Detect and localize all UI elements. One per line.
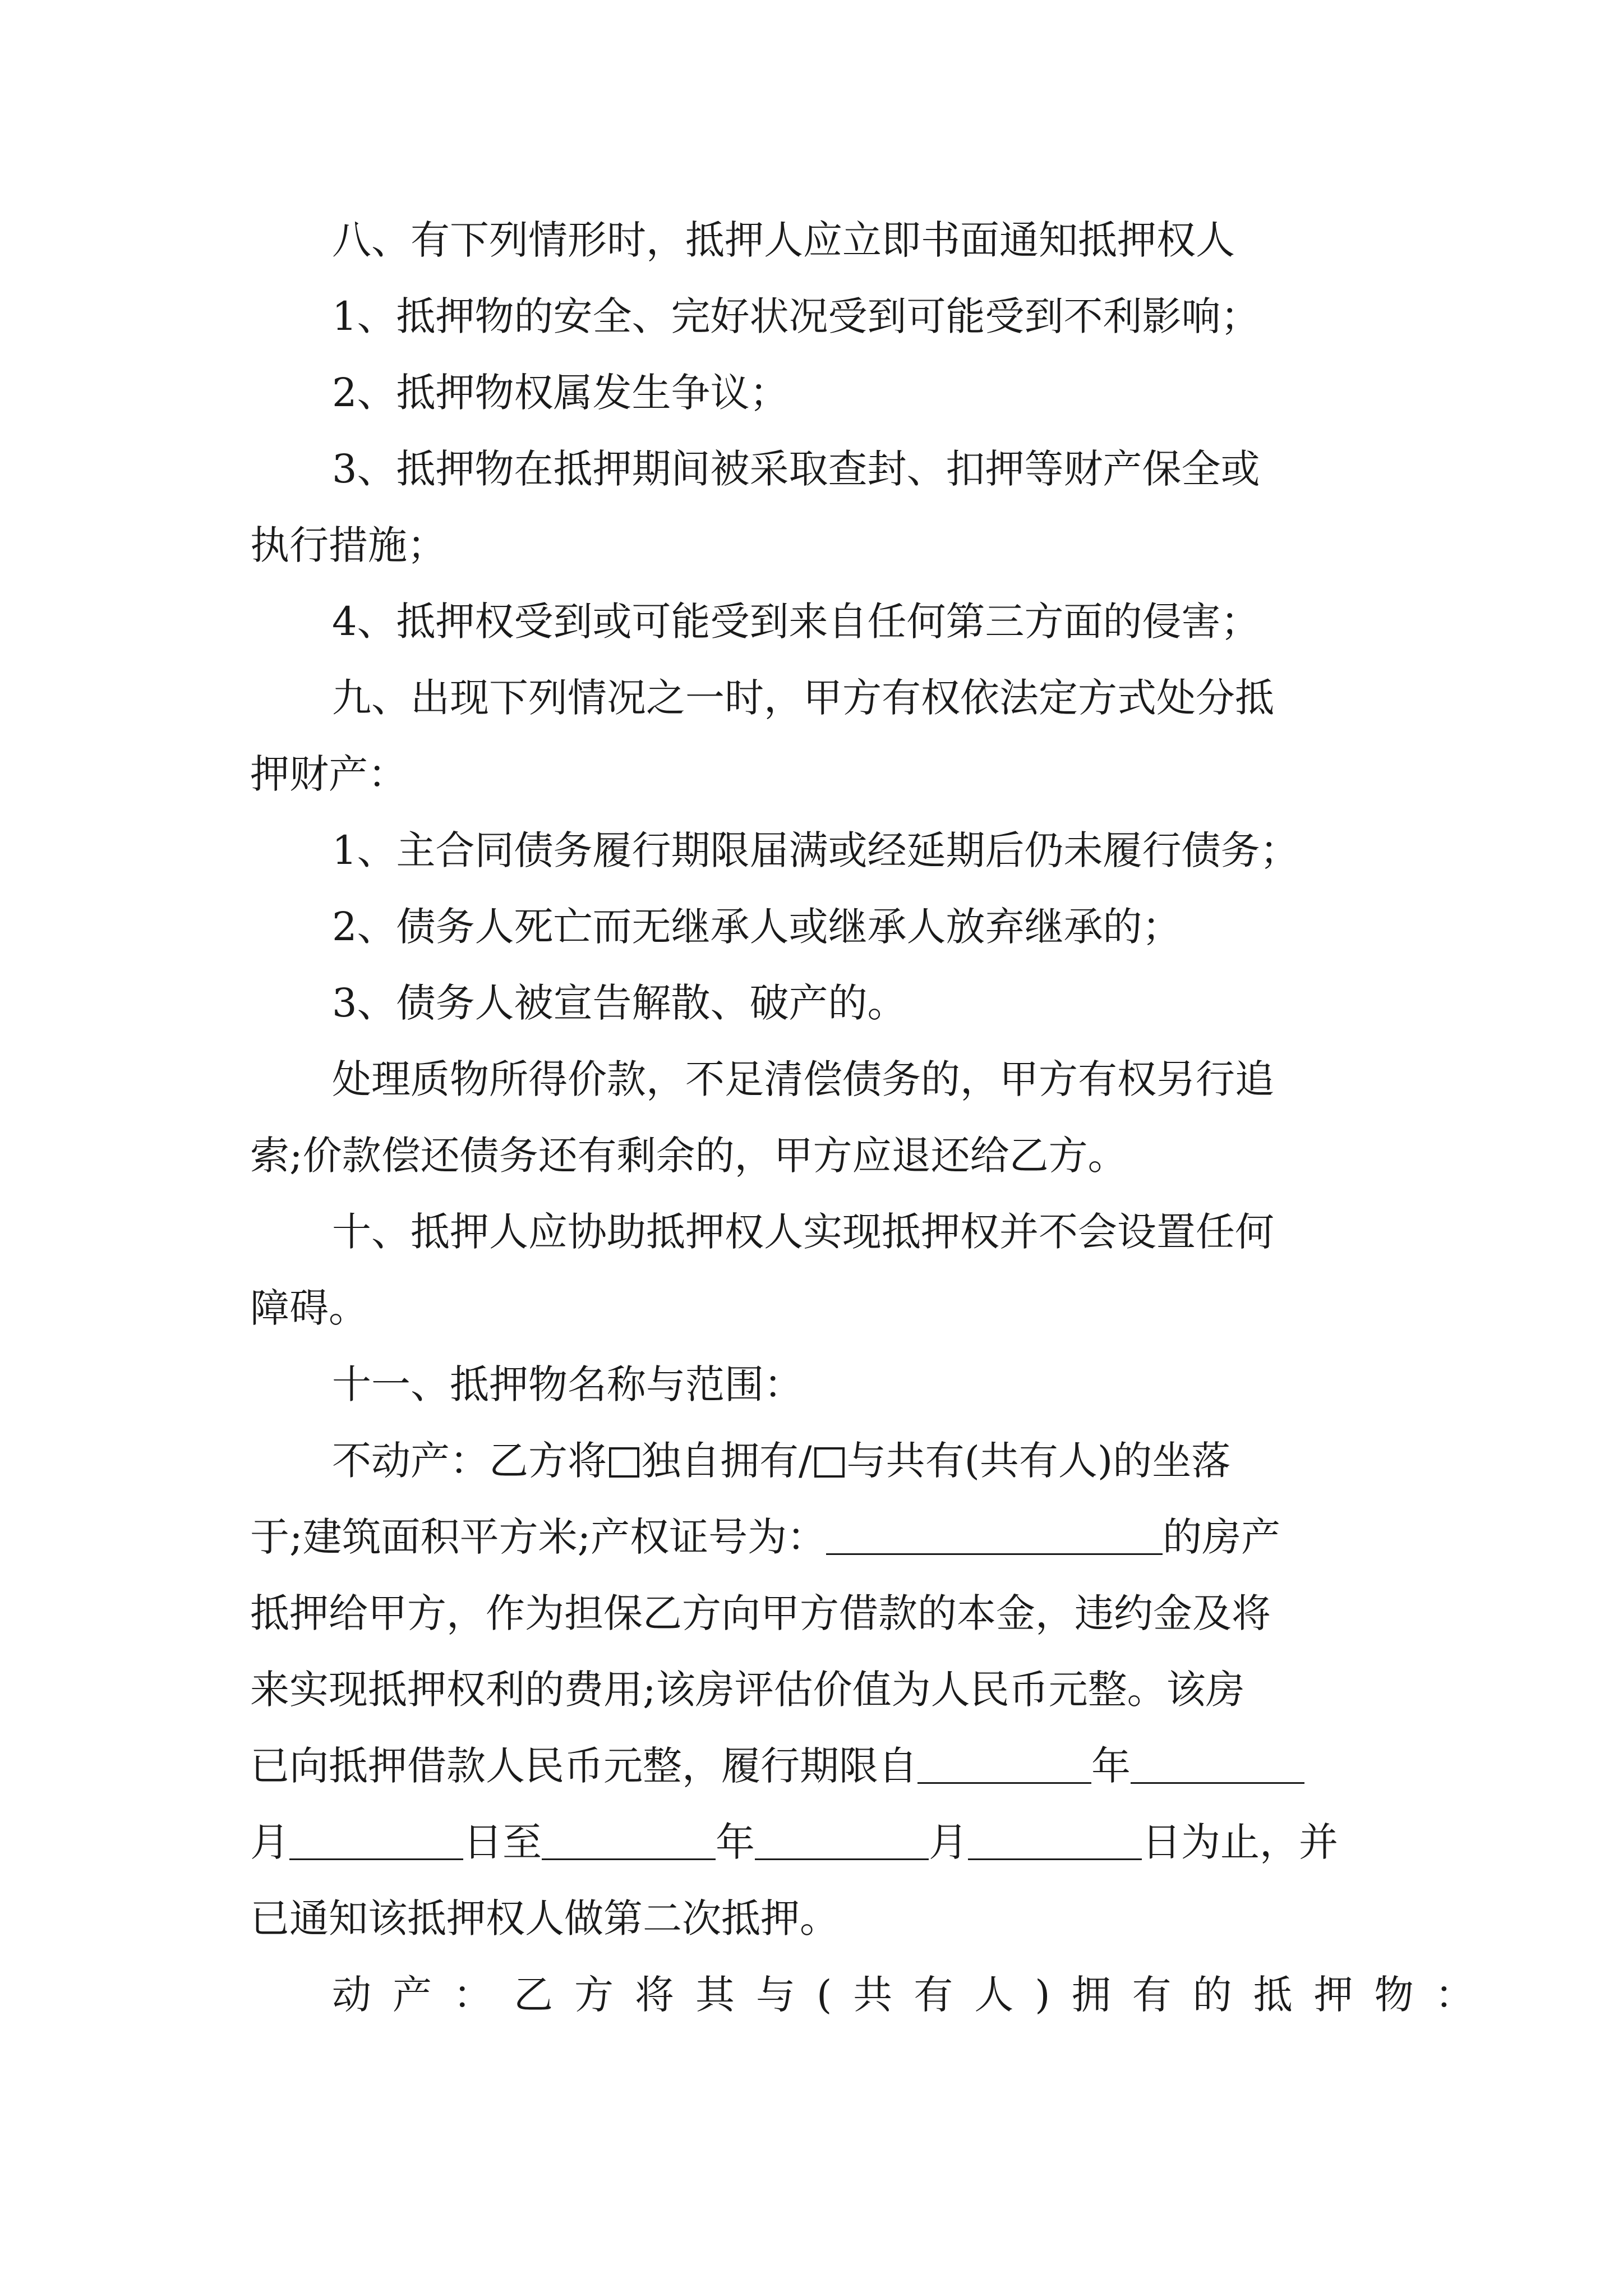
clause-8-item-3-cont: 执行措施； — [250, 522, 446, 568]
clause-8-heading: 八、有下列情形时，抵押人应立即书面通知抵押权人 — [332, 217, 1235, 263]
real-estate-line-2 — [250, 1499, 1374, 1575]
real-estate-line-6 — [250, 1804, 1374, 1880]
clause-9-heading-cont: 押财产： — [250, 751, 407, 797]
end-month-blank[interactable] — [755, 1819, 929, 1860]
start-month-blank[interactable] — [1131, 1743, 1304, 1784]
end-year-blank[interactable] — [542, 1819, 716, 1860]
movable-property-line: 动产：乙方将其与(共有人)拥有的抵押物： — [332, 1972, 1496, 2018]
disposal-paragraph: 处理质物所得价款，不足清偿债务的，甲方有权另行追 — [332, 1056, 1274, 1102]
real-estate-line-4: 来实现抵押权利的费用;该房评估价值为人民币元整。该房 — [250, 1667, 1245, 1713]
co-owner-label: 与共有(共有人)的坐落 — [846, 1438, 1231, 1484]
start-day-blank[interactable] — [289, 1819, 463, 1860]
day-to-label: 日至 — [463, 1819, 542, 1865]
clause-9-item-3: 3、债务人被宣告解散、破产的。 — [332, 980, 907, 1026]
clause-10: 十、抵押人应协助抵押权人实现抵押权并不会设置任何 — [332, 1209, 1274, 1255]
end-day-label: 日为止，并 — [1142, 1819, 1338, 1865]
real-estate-line-5 — [250, 1728, 1374, 1804]
clause-8-item-3: 3、抵押物在抵押期间被采取查封、扣押等财产保全或 — [332, 446, 1260, 492]
checkbox-sole-owner[interactable] — [609, 1447, 639, 1478]
clause-9-item-2: 2、债务人死亡而无继承人或继承人放弃继承的； — [332, 904, 1182, 950]
month-label: 月 — [250, 1819, 289, 1865]
checkbox-co-owner[interactable] — [814, 1447, 845, 1478]
clause-11-heading: 十一、抵押物名称与范围： — [332, 1361, 803, 1407]
year-label: 年 — [1091, 1743, 1131, 1789]
property-text: 的房产 — [1163, 1514, 1281, 1560]
clause-8-item-2: 2、抵押物权属发生争议； — [332, 370, 789, 416]
cert-number-blank[interactable] — [826, 1514, 1163, 1555]
area-cert-text: 于;建筑面积平方米;产权证号为： — [250, 1514, 827, 1560]
clause-9-heading: 九、出现下列情况之一时，甲方有权依法定方式处分抵 — [332, 675, 1274, 721]
end-year-label: 年 — [716, 1819, 755, 1865]
clause-8-item-4: 4、抵押权受到或可能受到来自任何第三方面的侵害； — [332, 599, 1260, 645]
clause-8-item-1: 1、抵押物的安全、完好状况受到可能受到不利影响； — [332, 293, 1260, 339]
clause-9-item-1: 1、主合同债务履行期限届满或经延期后仍未履行债务； — [332, 827, 1299, 873]
real-estate-line-3: 抵押给甲方，作为担保乙方向甲方借款的本金，违约金及将 — [250, 1590, 1271, 1636]
end-day-blank[interactable] — [968, 1819, 1142, 1860]
disposal-paragraph-cont: 索;价款偿还债务还有剩余的，甲方应退还给乙方。 — [250, 1133, 1127, 1179]
start-year-blank[interactable] — [917, 1743, 1091, 1784]
real-estate-line-7: 已通知该抵押权人做第二次抵押。 — [250, 1895, 839, 1941]
sole-owner-label: 独自拥有/ — [642, 1438, 812, 1484]
contract-body — [250, 202, 1496, 2033]
real-estate-label: 不动产：乙方将 — [332, 1438, 607, 1484]
clause-10-cont: 障碍。 — [250, 1285, 368, 1331]
term-from-text: 已向抵押借款人民币元整，履行期限自 — [250, 1743, 917, 1789]
real-estate-line-1 — [250, 1423, 1374, 1499]
end-month-label: 月 — [929, 1819, 968, 1865]
